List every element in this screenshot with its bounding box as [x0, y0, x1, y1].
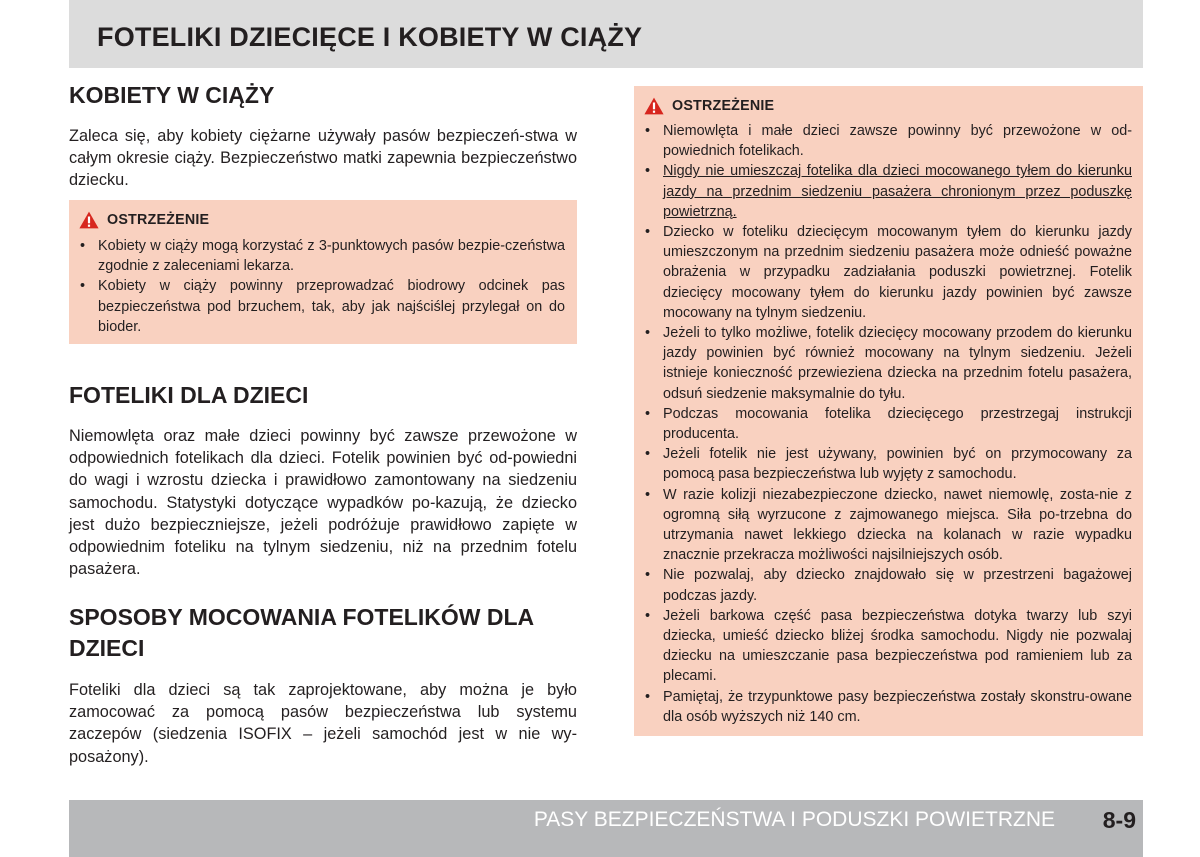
warning-triangle-icon: [79, 211, 99, 229]
mounting-paragraph: Foteliki dla dzieci są tak zaprojektowane, aby można je było zamocować za pomocą pasów bezpieczeństwa lub systemu zaczepów (siedzenia ISOFIX – jeżeli samochód jest w nie wy-posażony).: [69, 681, 577, 766]
child-safety-warning-title: OSTRZEŻENIE: [672, 98, 775, 114]
warning-item: • W razie kolizji niezabezpieczone dziecko, nawet niemowlę, zosta-nie z ogromną siłą wyrzucone z zajmowanego miejsca. Siła po-trzebna do utrzymania nawet lekkiego dziecka na kolanach w razie wypadku znacznie przekracza możliwości najsilniejszych osób.: [644, 485, 1132, 566]
pregnant-warning-list: [79, 236, 565, 337]
page-title: FOTELIKI DZIECIĘCE I KOBIETY W CIĄŻY: [97, 22, 643, 52]
warning-item: • Dziecko w foteliku dziecięcym mocowanym tyłem do kierunku jazdy umieszczonym na przednim siedzeniu pasażera może odnieść poważne obrażenia w przypadku zadziałania poduszki powietrznej. Fotelik dziecięcy mocowany tyłem do kierunku jazdy powinien być zawsze mocowany na tylnym siedzeniu.: [644, 222, 1132, 323]
warning-item: • Jeżeli fotelik nie jest używany, powinien być on przymocowany za pomocą pasa bezpieczeństwa lub wyjęty z samochodu.: [644, 444, 1132, 484]
warning-item: • Pamiętaj, że trzypunktowe pasy bezpieczeństwa zostały skonstru-owane dla osób wyższych niż 140 cm.: [644, 687, 1132, 727]
pregnant-warning-box: [69, 200, 577, 344]
child-seats-heading: FOTELIKI DLA DZIECI: [69, 382, 309, 408]
child-seats-paragraph: Niemowlęta oraz małe dzieci powinny być zawsze przewożone w odpowiednich fotelikach dla dzieci. Fotelik powinien być od-powiedni do wagi i wzrostu dziecka i prawidłowo zamontowany na siedzeniu samochodu. Statystyki dotyczące wypadków po-kazują, że dziecko jest dużo bezpieczniejsze, jeżeli podróżuje prawidłowo zapięte w odpowiednim foteliku na tylnym siedzeniu, niż na przednim fotelu pasażera.: [69, 427, 577, 579]
child-safety-warning-header: [644, 96, 774, 116]
pregnant-heading: KOBIETY W CIĄŻY: [69, 82, 275, 108]
pregnant-warning-header: [79, 210, 209, 230]
warning-item: • Kobiety w ciąży mogą korzystać z 3-punktowych pasów bezpie-czeństwa zgodnie z zaleceniami lekarza.: [79, 236, 565, 276]
warning-item: • Kobiety w ciąży powinny przeprowadzać biodrowy odcinek pas bezpieczeństwa pod brzuchem, tak, aby jak najściślej przylegał on do bioder.: [79, 276, 565, 337]
warning-item: • Podczas mocowania fotelika dziecięcego przestrzegaj instrukcji producenta.: [644, 404, 1132, 444]
pregnant-warning-title: OSTRZEŻENIE: [107, 212, 210, 228]
pregnant-paragraph: Zaleca się, aby kobiety ciężarne używały pasów bezpieczeń-stwa w całym okresie ciąży. Bezpieczeństwo matki zapewnia bezpieczeństwo dziecku.: [69, 127, 577, 190]
warning-item: • Niemowlęta i małe dzieci zawsze powinny być przewożone w od-powiednich fotelikach.: [644, 121, 1132, 161]
page-number: 8-9: [1102, 807, 1136, 833]
mounting-heading: SPOSOBY MOCOWANIA FOTELIKÓW DLA DZIECI: [69, 604, 534, 661]
footer-section-title: PASY BEZPIECZEŃSTWA I PODUSZKI POWIETRZNE: [533, 808, 1055, 831]
warning-item-airbag: • Nigdy nie umieszczaj fotelika dla dzieci mocowanego tyłem do kierunku jazdy na przednim siedzeniu pasażera chronionym przez poduszkę powietrzną.: [644, 161, 1132, 222]
warning-item: • Jeżeli barkowa część pasa bezpieczeństwa dotyka twarzy lub szyi dziecka, umieść dziecko bliżej środka samochodu. Nigdy nie pozwalaj dziecku na umieszczanie pasa bezpieczeństwa pod ramieniem lub za plecami.: [644, 606, 1132, 687]
warning-item: • Jeżeli to tylko możliwe, fotelik dziecięcy mocowany przodem do kierunku jazdy powinien być również mocowany na tylnym siedzeniu. Jeżeli istnieje konieczność przewieziena dziecka na przednim fotelu pasażera, odsuń siedzenie maksymalnie do tyłu.: [644, 323, 1132, 404]
child-safety-warning-list: [644, 121, 1132, 727]
page-header: [69, 0, 1143, 68]
warning-item: • Nie pozwalaj, aby dziecko znajdowało się w przestrzeni bagażowej podczas jazdy.: [644, 565, 1132, 605]
page-footer: [69, 800, 1143, 857]
warning-triangle-icon: [644, 97, 664, 115]
child-safety-warning-box: [634, 86, 1143, 736]
